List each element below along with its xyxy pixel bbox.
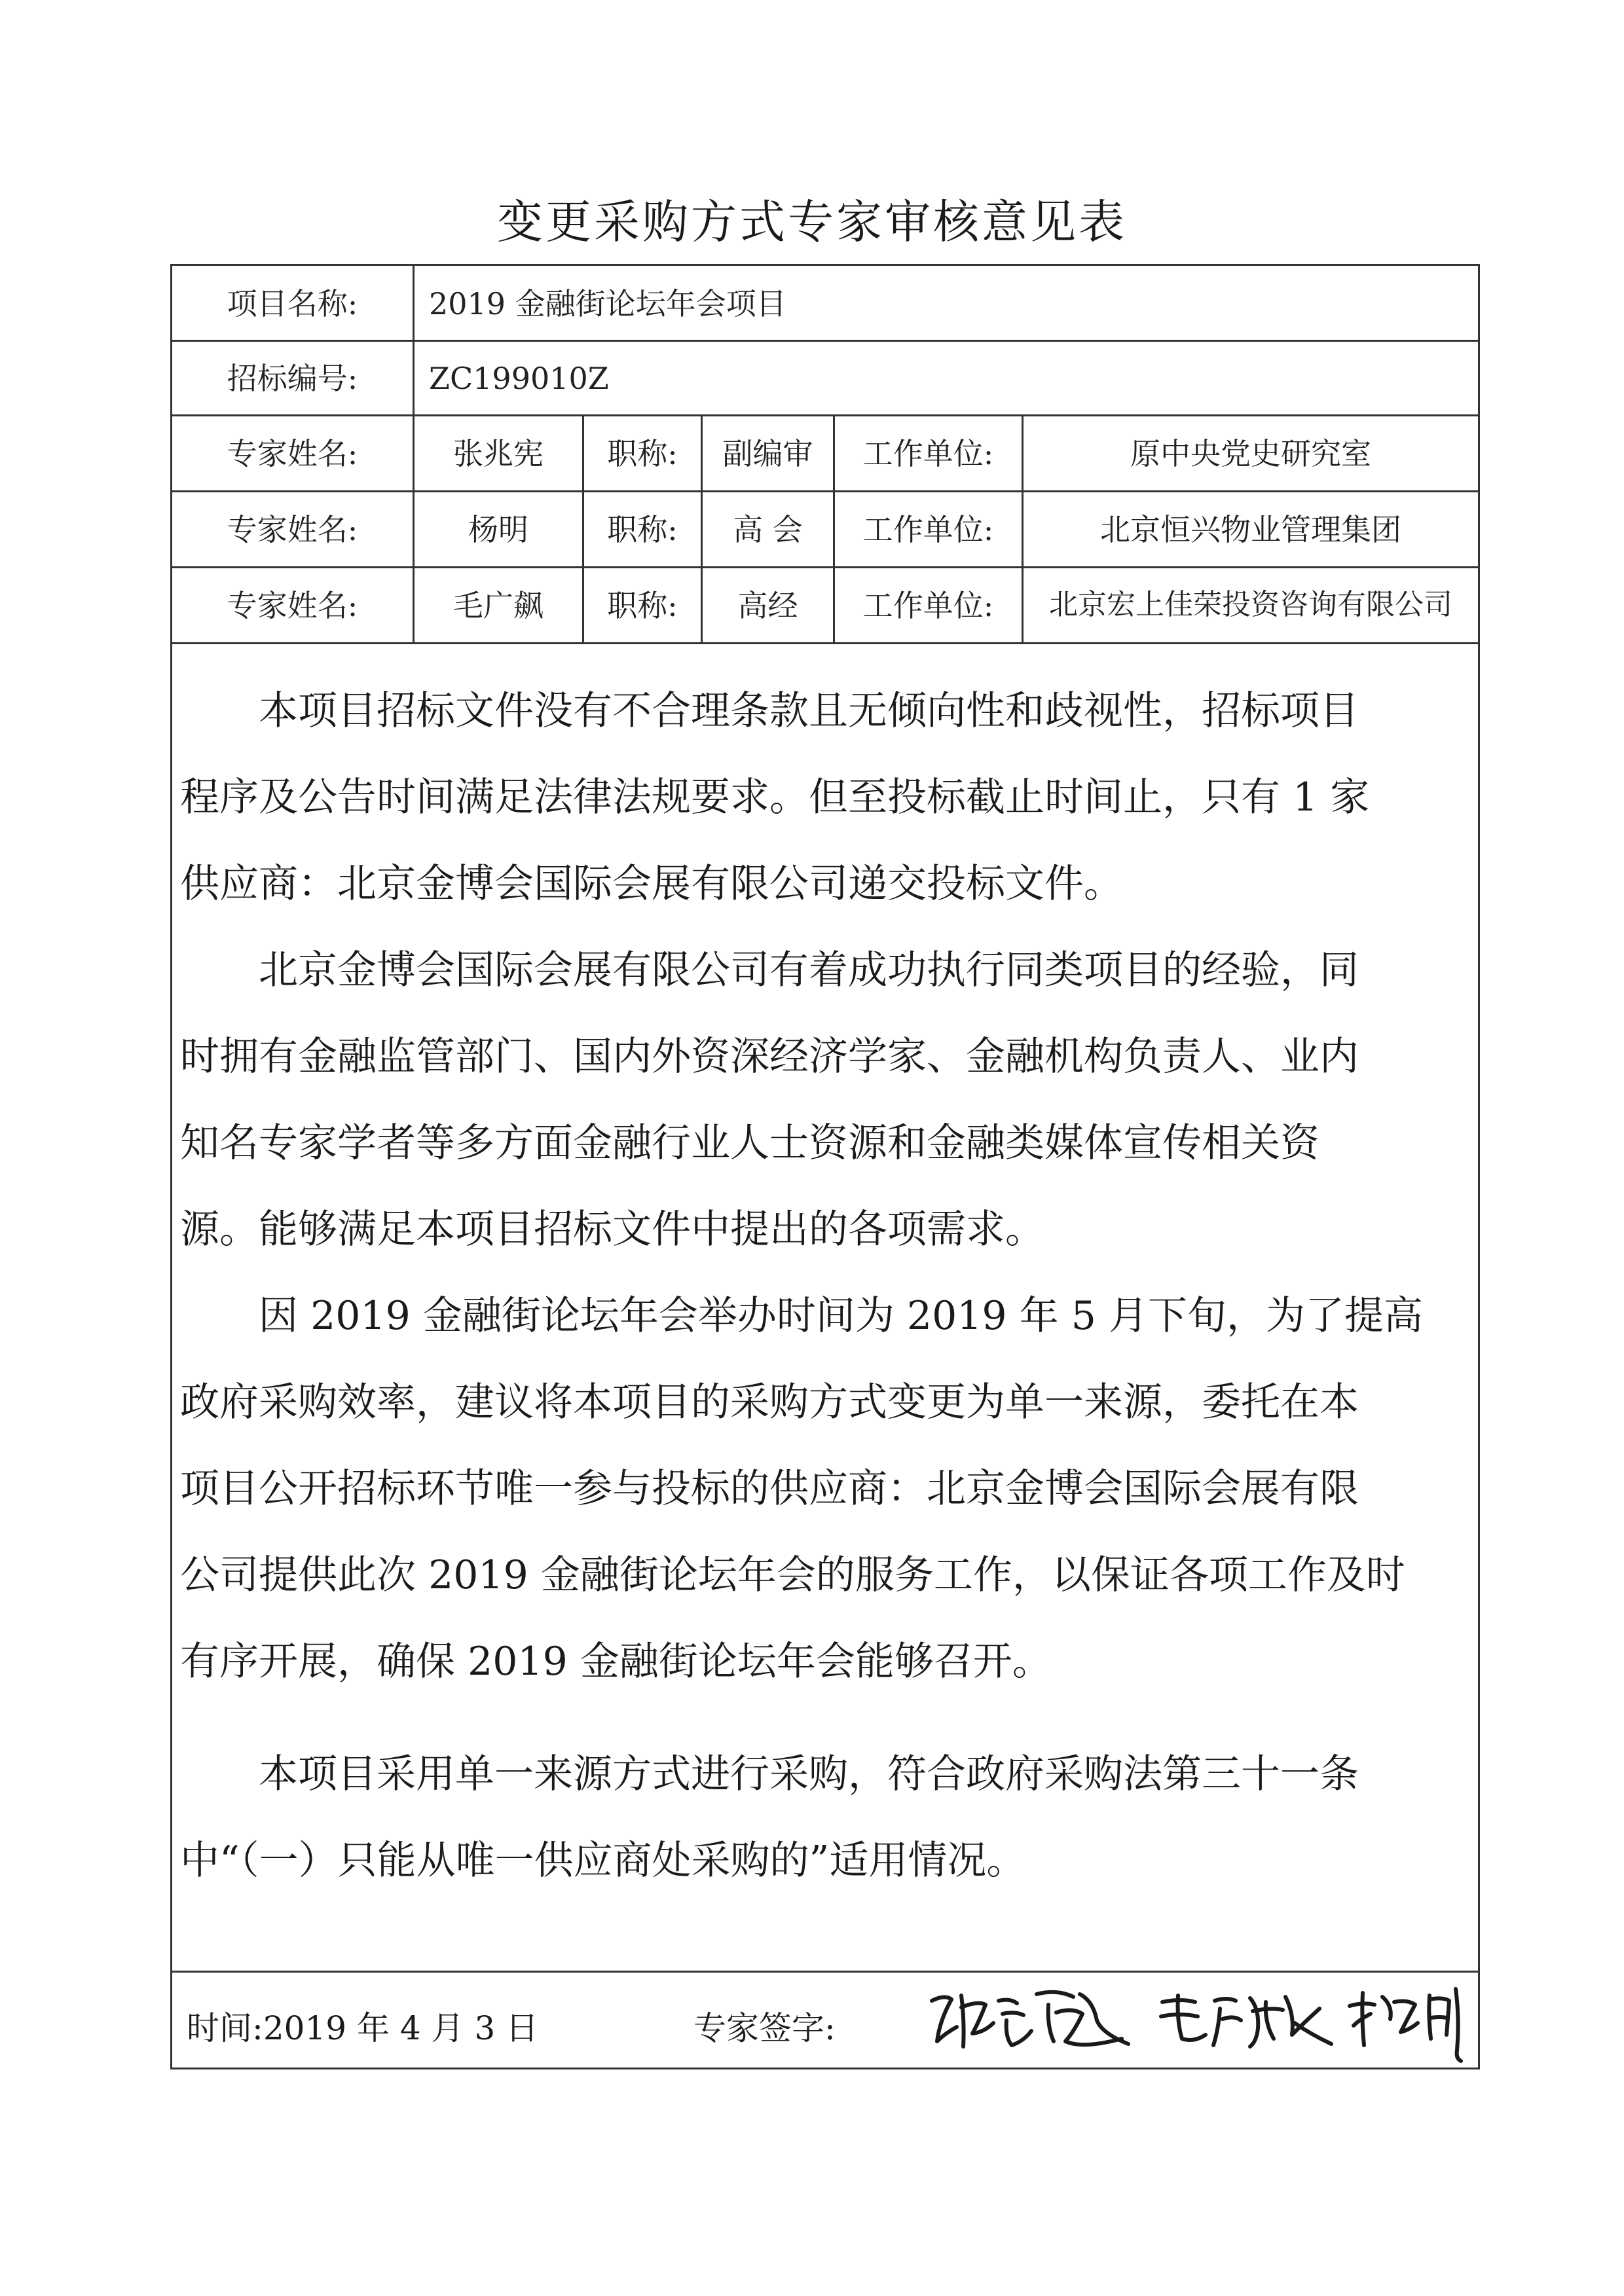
expert-unit: 原中央党史研究室 bbox=[1130, 436, 1371, 471]
row-divider bbox=[172, 1971, 1478, 1973]
text-line: 程序及公告时间满足法律法规要求。但至投标截止时间止，只有 1 家 bbox=[180, 774, 1370, 820]
text-line: 时拥有金融监管部门、国内外资深经济学家、金融机构负责人、业内 bbox=[180, 1034, 1359, 1080]
signature-zhang-zhaoxian bbox=[925, 1981, 1141, 2060]
expert-name-label: 专家姓名: bbox=[227, 588, 358, 623]
row-divider bbox=[172, 566, 1478, 568]
expert-name-label: 专家姓名: bbox=[227, 436, 358, 471]
tender-number-value: ZC199010Z bbox=[429, 361, 609, 396]
text-line: 北京金博会国际会展有限公司有着成功执行同类项目的经验，同 bbox=[180, 947, 1359, 993]
expert-title: 高 会 bbox=[733, 512, 803, 547]
expert-title: 副编审 bbox=[722, 436, 813, 471]
row-divider bbox=[172, 490, 1478, 492]
text-line: 有序开展，确保 2019 金融街论坛年会能够召开。 bbox=[180, 1639, 1052, 1685]
expert-name: 毛广飙 bbox=[453, 588, 544, 623]
expert-unit: 北京恒兴物业管理集团 bbox=[1100, 512, 1401, 547]
expert-name-label: 专家姓名: bbox=[227, 512, 358, 547]
opinion-paragraph bbox=[180, 668, 1369, 927]
text-line: 源。能够满足本项目招标文件中提出的各项需求。 bbox=[180, 1207, 1044, 1252]
row-divider bbox=[172, 414, 1478, 416]
row-divider bbox=[172, 642, 1478, 644]
text-line: 项目公开招标环节唯一参与投标的供应商：北京金博会国际会展有限 bbox=[180, 1466, 1359, 1512]
expert-name: 张兆宪 bbox=[453, 436, 544, 471]
expert-unit-label: 工作单位: bbox=[862, 512, 994, 547]
review-date: 时间:2019 年 4 月 3 日 bbox=[187, 2009, 539, 2047]
opinion-paragraph bbox=[180, 1273, 1423, 1705]
expert-unit-label: 工作单位: bbox=[862, 588, 994, 623]
review-opinion bbox=[180, 668, 1477, 1964]
opinion-paragraph bbox=[180, 1731, 1359, 1904]
row-divider bbox=[172, 340, 1478, 342]
expert-title: 高经 bbox=[737, 588, 798, 623]
signature-mao-guangbiao bbox=[1154, 1982, 1338, 2054]
text-line: 公司提供此次 2019 金融街论坛年会的服务工作，以保证各项工作及时 bbox=[180, 1552, 1405, 1598]
expert-unit-label: 工作单位: bbox=[862, 436, 994, 471]
opinion-paragraph bbox=[180, 927, 1359, 1273]
tender-number-label: 招标编号: bbox=[227, 361, 358, 396]
expert-unit: 北京宏上佳荣投资咨询有限公司 bbox=[1049, 588, 1452, 621]
project-name-label: 项目名称: bbox=[227, 286, 358, 321]
review-form-table bbox=[170, 264, 1480, 2069]
text-line: 政府采购效率，建议将本项目的采购方式变更为单一来源，委托在本 bbox=[180, 1379, 1359, 1425]
expert-name: 杨明 bbox=[468, 512, 528, 547]
text-line: 因 2019 金融街论坛年会举办时间为 2019 年 5 月下旬，为了提高 bbox=[180, 1293, 1423, 1339]
expert-title-label: 职称: bbox=[607, 588, 678, 623]
text-line: 知名专家学者等多方面金融行业人士资源和金融类媒体宣传相关资 bbox=[180, 1120, 1320, 1166]
text-line: 中“（一）只能从唯一供应商处采购的”适用情况。 bbox=[180, 1838, 1026, 1884]
text-line: 本项目招标文件没有不合理条款且无倾向性和歧视性，招标项目 bbox=[180, 688, 1359, 734]
page-title: 变更采购方式专家审核意见表 bbox=[497, 195, 1127, 249]
signature-label: 专家签字: bbox=[693, 2009, 836, 2047]
expert-title-label: 职称: bbox=[607, 436, 678, 471]
text-line: 供应商：北京金博会国际会展有限公司递交投标文件。 bbox=[180, 861, 1123, 907]
signature-yang-ming bbox=[1344, 1980, 1475, 2065]
text-line: 本项目采用单一来源方式进行采购，符合政府采购法第三十一条 bbox=[180, 1751, 1359, 1797]
expert-title-label: 职称: bbox=[607, 512, 678, 547]
project-name-value: 2019 金融街论坛年会项目 bbox=[429, 286, 786, 321]
